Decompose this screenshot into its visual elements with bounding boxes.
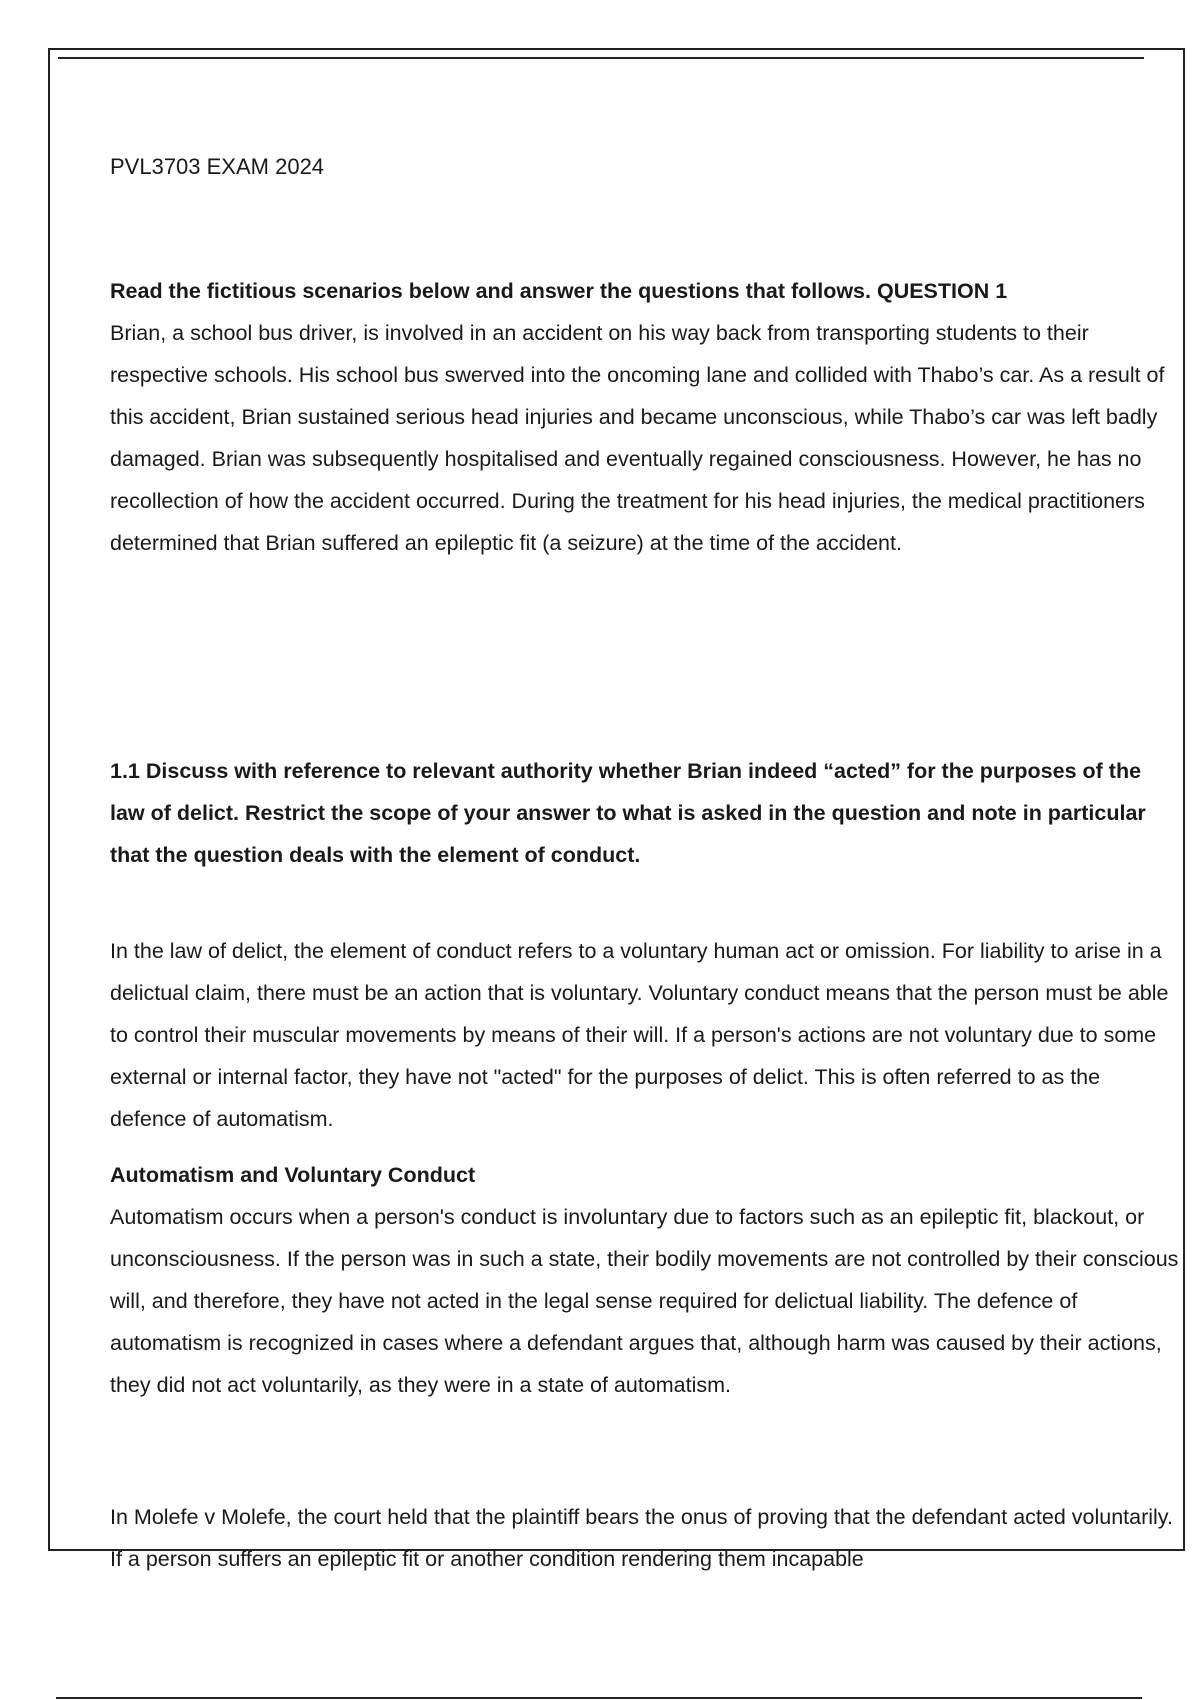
question-section [110, 750, 1180, 876]
bottom-rule [56, 1697, 1142, 1699]
automatism-text: Automatism occurs when a person's conduct is involuntary due to factors such as an epileptic fit, blackout, or unconsciousness. If the person was in such a state, their bodily movements are not controlled by their conscious will, and therefore, they have not acted in the legal sense required for delictual liability. The defence of automatism is recognized in cases where a defendant argues that, although harm was caused by their actions, they did not act voluntarily, as they were in a state of automatism. [110, 1205, 1179, 1397]
scenario-section [110, 270, 1180, 564]
exam-title: PVL3703 EXAM 2024 [110, 154, 325, 179]
molefe-section [110, 1496, 1180, 1580]
page-frame [48, 48, 1185, 1571]
question-1-1: 1.1 Discuss with reference to relevant authority whether Brian indeed “acted” for the purposes of the law of delict. Restrict the scope of your answer to what is asked in the question and note in particular that the question deals with the element of conduct. [110, 759, 1146, 867]
top-rule [58, 57, 1144, 59]
scenario-text: Brian, a school bus driver, is involved in an accident on his way back from transporting students to their respective schools. His school bus swerved into the oncoming lane and collided with Thabo’s car. As a result of this accident, Brian sustained serious head injuries and became unconscious, while Thabo’s car was left badly damaged. Brian was subsequently hospitalised and eventually regained consciousness. However, he has no recollection of how the accident occurred. During the treatment for his head injuries, the medical practitioners determined that Brian suffered an epileptic fit (a seizure) at the time of the accident. [110, 321, 1165, 555]
molefe-text: In Molefe v Molefe, the court held that the plaintiff bears the onus of proving that the defendant acted voluntarily. If a person suffers an epileptic fit or another condition rendering them incapable [110, 1505, 1173, 1571]
automatism-section [110, 1154, 1180, 1406]
automatism-heading: Automatism and Voluntary Conduct [110, 1163, 476, 1187]
instruction-text: Read the fictitious scenarios below and answer the questions that follows. QUESTION 1 [110, 279, 1008, 303]
answer-section [110, 930, 1180, 1140]
answer-intro: In the law of delict, the element of conduct refers to a voluntary human act or omission. For liability to arise in a delictual claim, there must be an action that is voluntary. Voluntary conduct means that the person must be able to control their muscular movements by means of their will. If a person's actions are not voluntary due to some external or internal factor, they have not "acted" for the purposes of delict. This is often referred to as the defence of automatism. [110, 939, 1169, 1131]
